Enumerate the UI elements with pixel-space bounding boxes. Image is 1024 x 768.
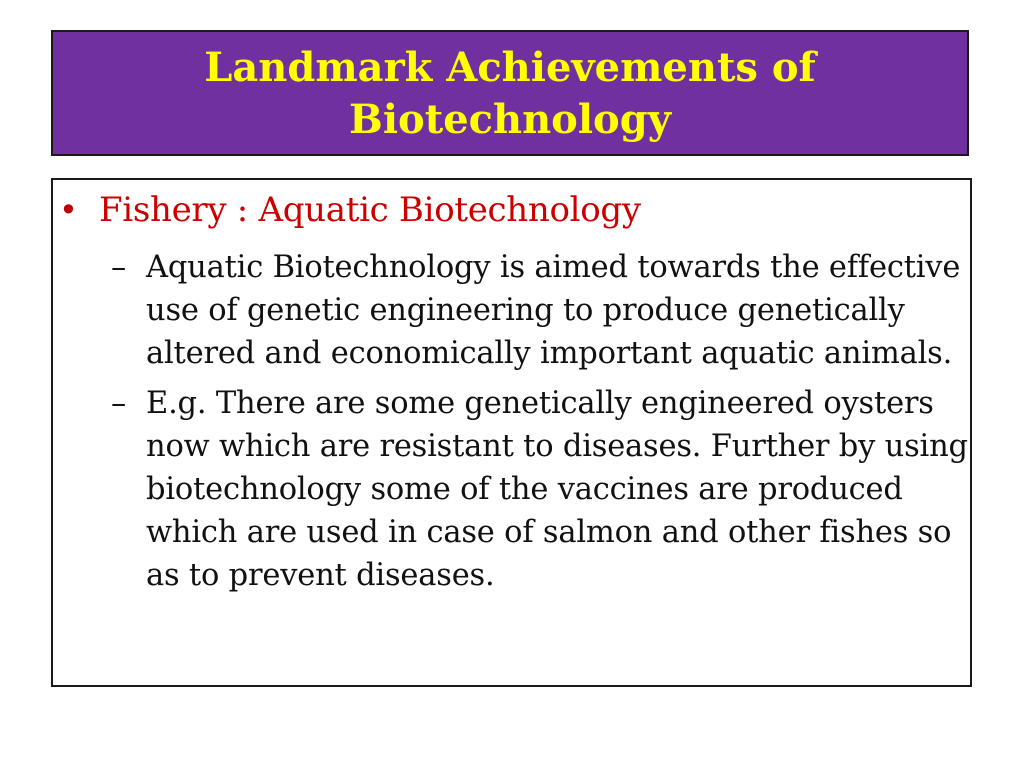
slide-title bbox=[204, 40, 816, 146]
sub-bullet-marker: – bbox=[111, 250, 127, 285]
bullet-text: Fishery : Aquatic Biotechnology bbox=[99, 190, 641, 230]
sub-bullet-text: Aquatic Biotechnology is aimed towards the effective use of genetic engineering to produce genetically altered and economically important aquatic animals. bbox=[146, 250, 961, 371]
sub-bullet-item bbox=[111, 382, 971, 597]
bullet-item-fishery bbox=[59, 188, 641, 232]
slide-title-line-2: Biotechnology bbox=[349, 96, 671, 143]
sub-bullet-item bbox=[111, 246, 971, 375]
sub-bullet-marker: – bbox=[111, 386, 127, 421]
slide-title-line-1: Landmark Achievements of bbox=[204, 44, 816, 91]
sub-bullet-text: E.g. There are some genetically engineered oysters now which are resistant to diseases. Further by using biotechnology some of the vaccines are produced which are used in case of salmon and other fishes so as to prevent diseases. bbox=[146, 386, 968, 593]
bullet-marker: • bbox=[59, 191, 78, 229]
slide-title-box bbox=[51, 30, 969, 156]
sub-bullet-list bbox=[111, 246, 971, 604]
slide-content-box bbox=[51, 178, 972, 687]
